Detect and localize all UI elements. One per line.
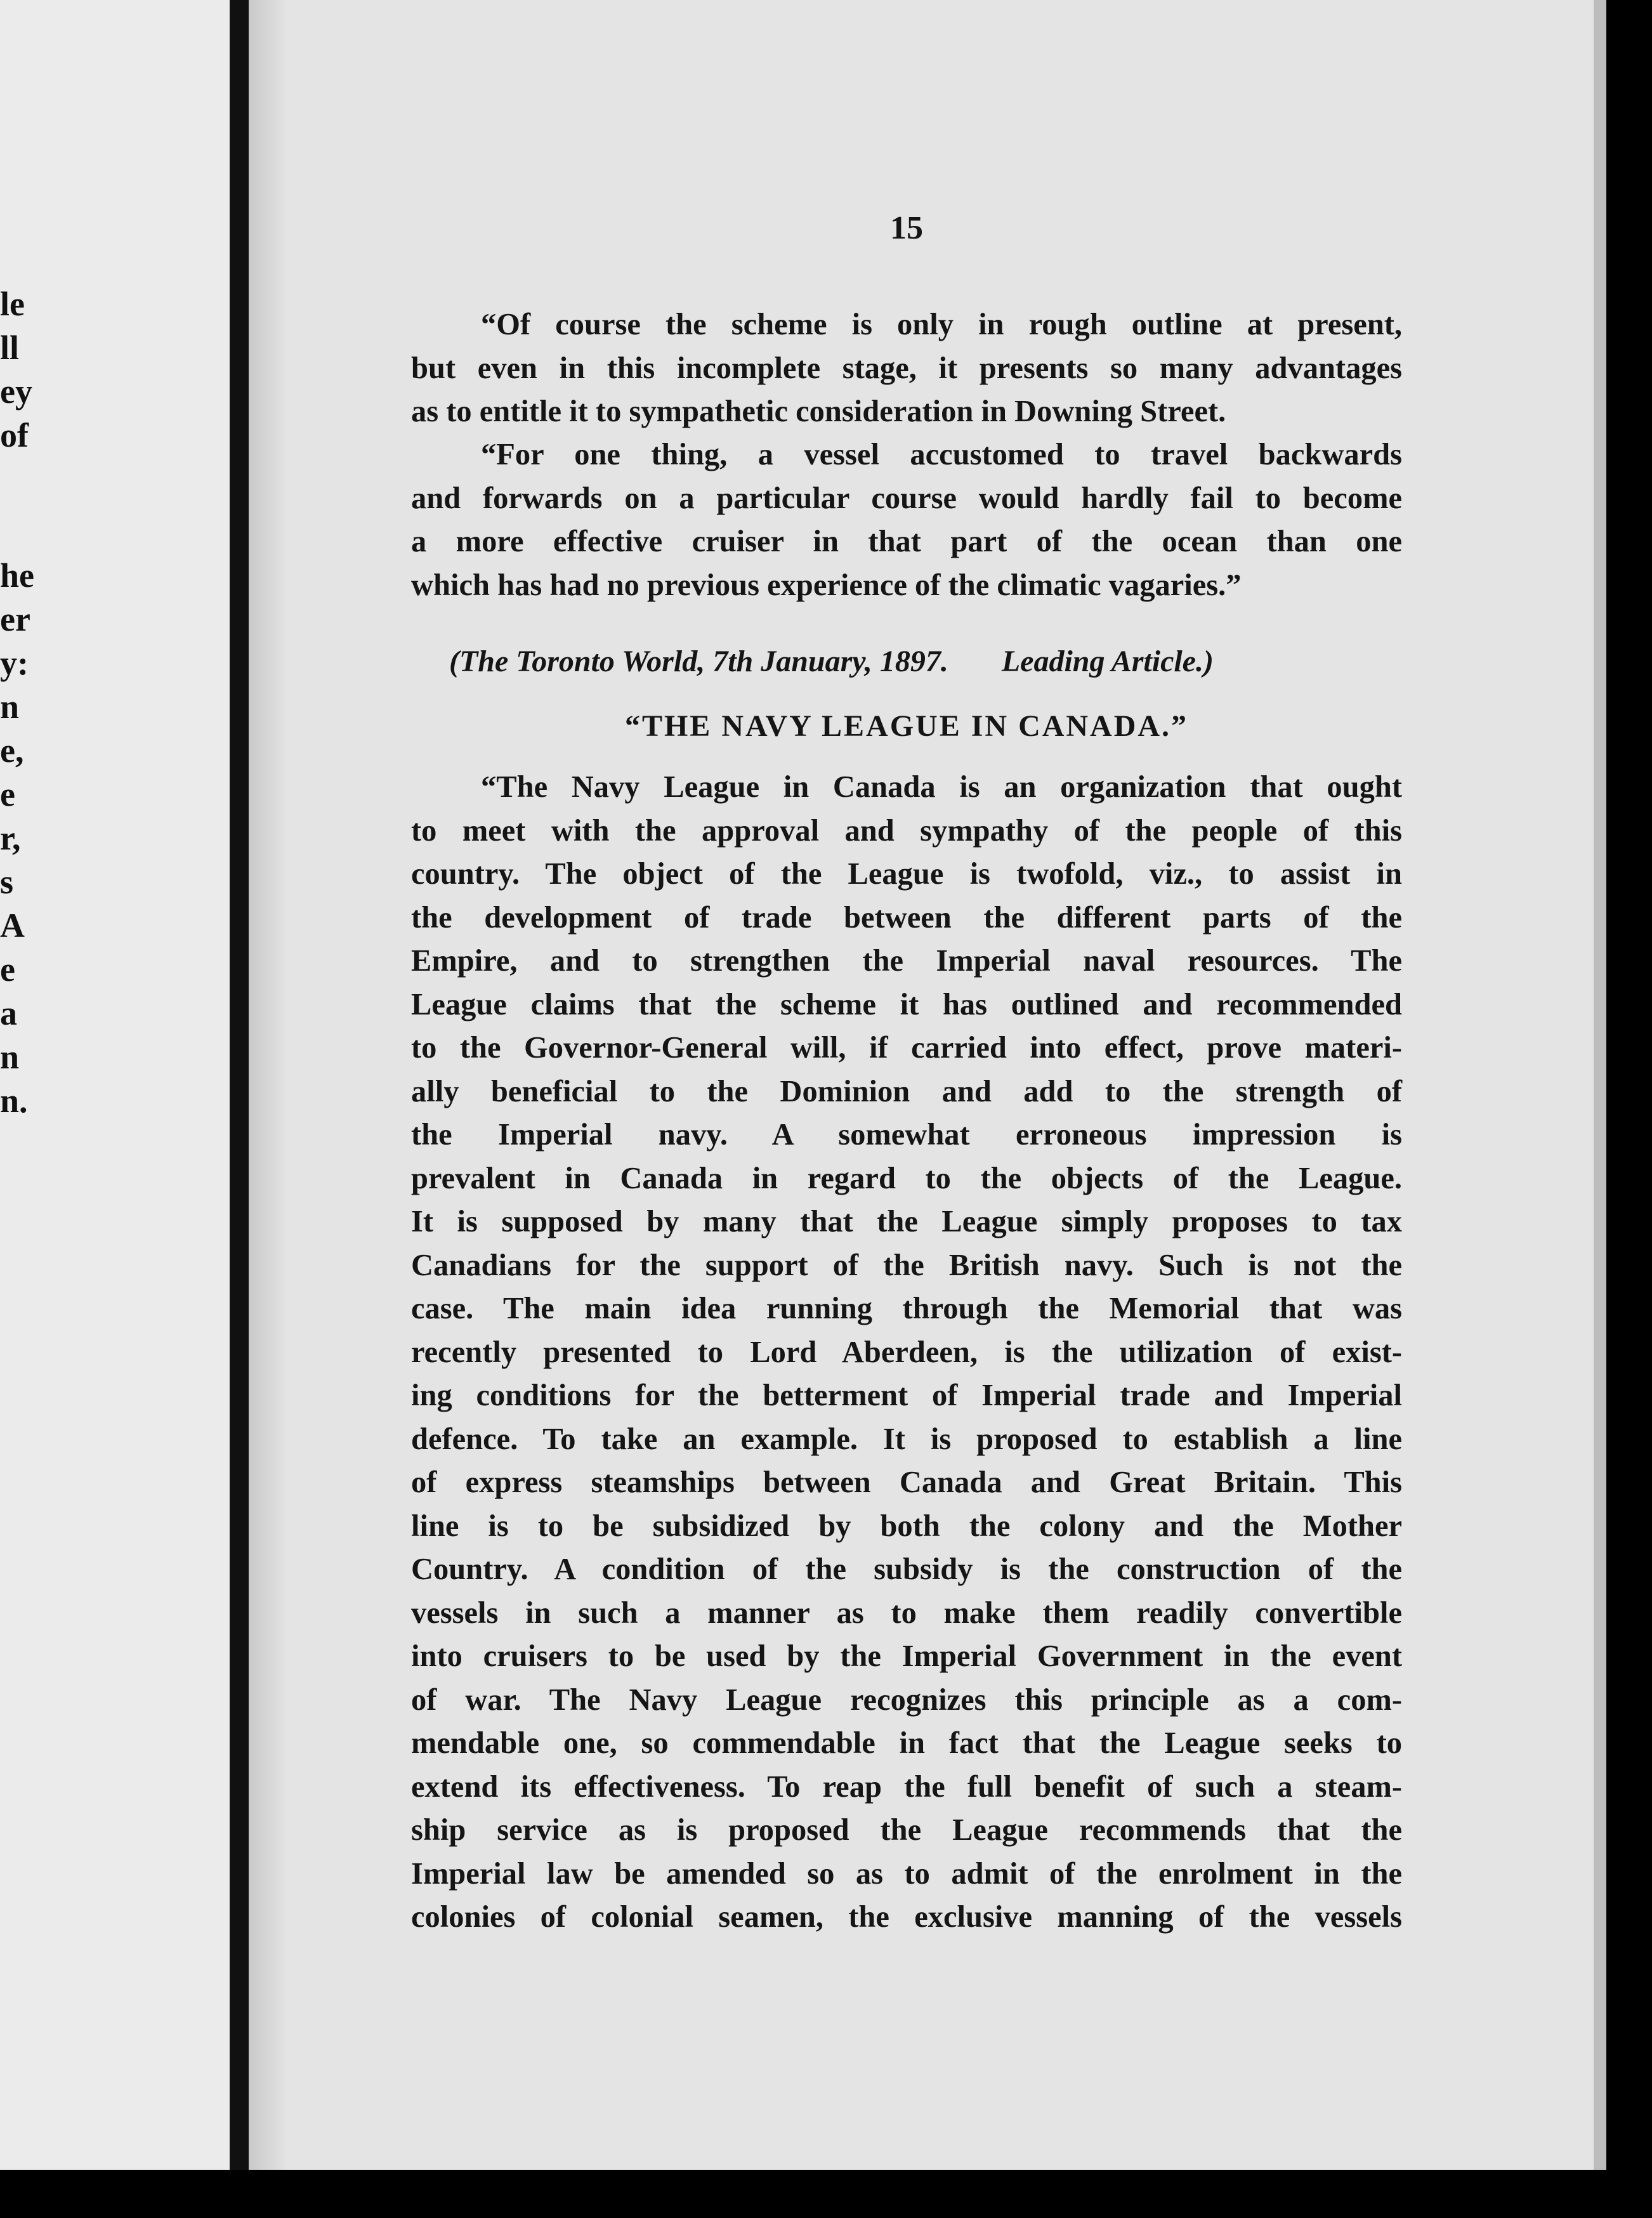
text-line: recently presented to Lord Aberdeen, is the utilization of exist- <box>411 1335 1402 1369</box>
text-line: to meet with the approval and sympathy of the people of this <box>411 813 1402 848</box>
fragment-gap <box>0 457 51 554</box>
text-line: ship service as is proposed the League recommends that the <box>411 1813 1402 1847</box>
page-number: 15 <box>890 210 923 246</box>
text-line: extend its effectiveness. To reap the full benefit of such a steam- <box>411 1769 1402 1804</box>
fragment-line: s <box>0 863 14 901</box>
fragment-line: n <box>0 688 20 726</box>
fragment-line: r, <box>0 819 21 857</box>
text-line: ally beneficial to the Dominion and add to the strength of <box>411 1074 1402 1108</box>
source-publication: (The Toronto World, 7th January, 1897. <box>449 645 948 678</box>
fragment-line: e, <box>0 732 24 770</box>
text-line: as to entitle it to sympathetic consideration in Downing Street. <box>411 395 1226 428</box>
text-line: Imperial law be amended so as to admit of the enrolment in the <box>411 1856 1402 1891</box>
text-line: “The Navy League in Canada is an organization that ought <box>481 770 1402 804</box>
text-line: defence. To take an example. It is proposed to establish a line <box>411 1422 1402 1456</box>
page-edge-strip <box>1594 0 1606 2170</box>
text-line: to the Governor-General will, if carried into effect, prove materi- <box>411 1031 1402 1065</box>
fragment-line: le <box>0 285 25 323</box>
text-line: which has had no previous experience of the climatic vagaries.” <box>411 568 1242 602</box>
fragment-line: y: <box>0 644 29 682</box>
article-heading: “THE NAVY LEAGUE IN CANADA.” <box>624 709 1189 743</box>
text-line: but even in this incomplete stage, it presents so many advantages <box>411 351 1402 385</box>
fragment-line: n. <box>0 1082 28 1120</box>
gutter-shadow <box>249 0 287 2170</box>
fragment-line: e <box>0 775 15 813</box>
previous-page-edge <box>0 0 240 2170</box>
text-line: “Of course the scheme is only in rough outline at present, <box>481 308 1402 341</box>
text-line: the development of trade between the different parts of the <box>411 900 1402 935</box>
text-line: prevalent in Canada in regard to the objects of the League. <box>411 1161 1402 1195</box>
text-line: of express steamships between Canada and Great Britain. This <box>411 1466 1402 1499</box>
previous-page-text-fragments <box>0 282 51 1123</box>
text-line: of war. The Navy League recognizes this principle as a com- <box>411 1683 1402 1717</box>
fragment-line: A <box>0 907 25 945</box>
fragment-line: er <box>0 600 30 638</box>
book-gutter <box>230 0 249 2170</box>
text-line: case. The main idea running through the Memorial that was <box>411 1292 1402 1325</box>
fragment-line: n <box>0 1038 20 1076</box>
paragraph-2 <box>411 433 1402 607</box>
text-line: the Imperial navy. A somewhat erroneous impression is <box>411 1118 1402 1152</box>
fragment-line: of <box>0 416 29 454</box>
text-line: colonies of colonial seamen, the exclusive manning of the vessels <box>411 1900 1402 1934</box>
text-line: vessels in such a manner as to make them readily convertible <box>411 1596 1402 1630</box>
source-citation <box>449 644 1413 679</box>
fragment-line: he <box>0 556 34 594</box>
source-article-type: Leading Article.) <box>1001 645 1214 678</box>
bottom-scan-edge <box>0 2170 1652 2218</box>
fragment-line: e <box>0 950 15 988</box>
text-line: and forwards on a particular course would hardly fail to become <box>411 481 1402 515</box>
text-line: Country. A condition of the subsidy is the construction of the <box>411 1552 1402 1586</box>
fragment-line: ey <box>0 372 32 410</box>
text-line: into cruisers to be used by the Imperial Government in the event <box>411 1639 1402 1673</box>
fragment-line: a <box>0 994 17 1032</box>
text-line: country. The object of the League is twofold, viz., to assist in <box>411 857 1402 891</box>
text-line: Canadians for the support of the British navy. Such is not the <box>411 1248 1402 1282</box>
text-line: League claims that the scheme it has outlined and recommended <box>411 987 1402 1021</box>
text-line: mendable one, so commendable in fact that the League seeks to <box>411 1726 1402 1760</box>
text-line: It is supposed by many that the League simply proposes to tax <box>411 1205 1402 1238</box>
text-line: “For one thing, a vessel accustomed to travel backwards <box>481 438 1402 471</box>
paragraph-1 <box>411 303 1402 434</box>
right-scan-edge <box>1594 0 1652 2218</box>
text-line: line is to be subsidized by both the colony and the Mother <box>411 1509 1402 1543</box>
fragment-line: ll <box>0 329 20 367</box>
text-line: ing conditions for the betterment of Imperial trade and Imperial <box>411 1379 1402 1412</box>
paragraph-3 <box>411 766 1402 1939</box>
text-line: a more effective cruiser in that part of the ocean than one <box>411 525 1402 558</box>
text-line: Empire, and to strengthen the Imperial naval resources. The <box>411 944 1402 978</box>
